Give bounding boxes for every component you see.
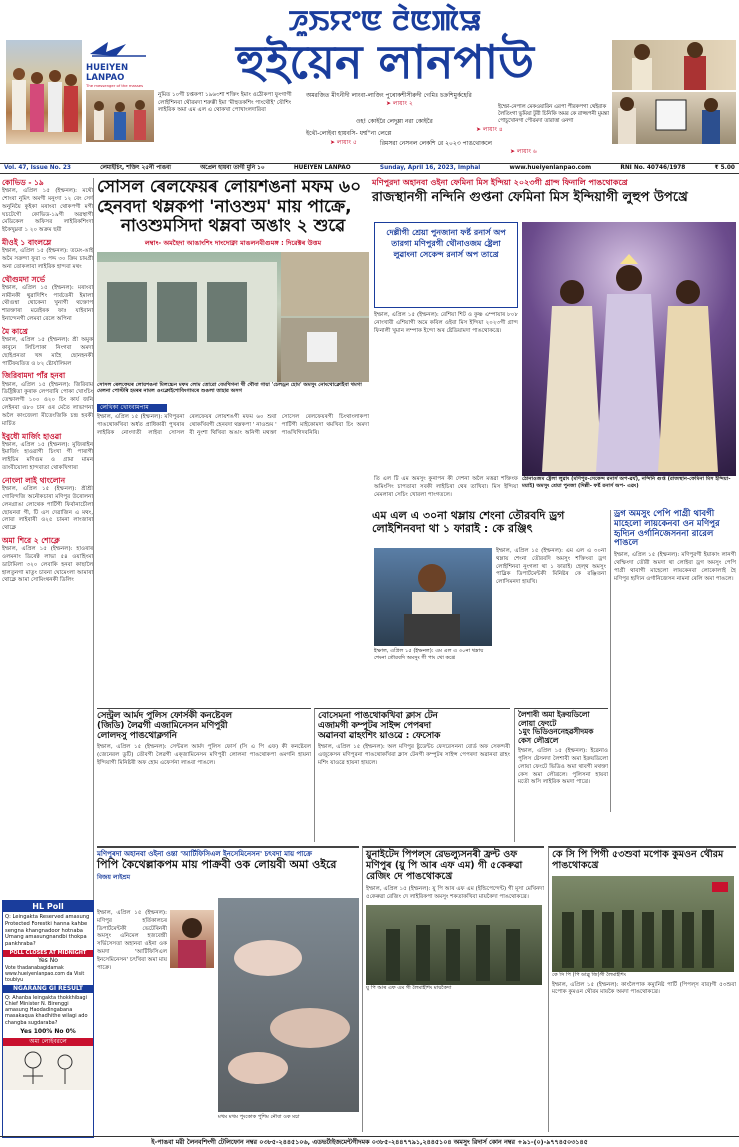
poll-result-question: Q: Ahanba leingakta thokkhibagi Chief Minister N. Birenggi amasung Haodadingabana masakaqua khadhithe wilagi ado changba sugdaraba? <box>5 994 88 1026</box>
teaser-3[interactable]: ওহ! কোইরৈ লেদুম্লা নরা কোইরৈ ➤ লায়াং ৪ <box>356 118 503 134</box>
drug-body: ইম্ফাল, এপ্রিল ১৫ (ইম্ফনল): মণিপুরগী ইয়াকাং লানগী থেম্ফিংদা তৌরী অমদা থা লোইবা ড্ৰগ অমসুং পেপি পাগ্ৰী থাবাগী মাহেলো লায়কেনবা লোকোলাই হৈ মণিপুর হৃদ্যিন ওর্গানিজেসন নামনা ৰেলি অমা পাঙলে। <box>614 552 736 582</box>
porng-photo-pigs <box>218 898 359 1112</box>
brief-title: কোভিড - ১৯ <box>2 178 44 187</box>
teaser-4[interactable]: ইথৌ-লোইবা হায়বসি- ধর্ম্ম''না লেপ্লে <box>306 130 392 137</box>
mla-headline-2: লোইশিনবদা থা ১ ফারাই : কে রঞ্জিৎ <box>372 521 533 535</box>
bose-story[interactable] <box>314 708 510 842</box>
logo-tagline: The messenger of the masses <box>86 83 144 89</box>
miss-india-caption: ঠোনাওজম ষ্ট্ৰেলা লুৱাং (মণিপুর-সেকেন্দ রনার্স অপ-ৱর্য), নন্দিনি গুপ্ত (রাজস্থান-ফেমিনা মিস ইন্দিয়া-ময়াই) অমসুং শ্ৰেয়া পুনজা (দিল্লী- ফৰ্ষ্ট রনার্স অপ- এৱং) <box>522 476 731 489</box>
brief-item[interactable] <box>2 536 93 585</box>
left-briefs <box>2 178 94 900</box>
kcp-photo <box>552 876 734 972</box>
capf-story[interactable] <box>97 708 311 842</box>
bose-headline-1: বোসেমনা পাঙথোকখিবা ক্লাস টেন <box>318 711 438 721</box>
masthead-mid-photo <box>86 90 154 142</box>
poll-question: Q: Leingakta Reserved amasung Protected Forestki hanna kahbe sengna khangnadoor hotnaba Umang amasungnandbi thokpa pankhraba? <box>5 914 90 947</box>
lead-photo <box>97 252 369 382</box>
teaser-6[interactable]: ইম্ফো-নেপাল মেকওয়ারিন এরপা পীরকপগা থেইরাক লৈতিংগা ভুমিয়া টুরী চিনিকি অমর কে রাজ্জপনী মুমন্তা পোচুখোনগা পৌরমদা তারাত্তা ওনগা <box>498 104 609 125</box>
cartoon <box>3 1046 93 1090</box>
capf-headline-1: সেন্ট্ৰল আৰ্মদ পুলিস ফোৰ্সকী কনষ্টেবল <box>97 711 232 721</box>
brief-title: মীওই ১ বাংলম্লে <box>2 238 52 248</box>
brief-item[interactable] <box>2 238 93 272</box>
miss-india-box: দেল্লীগী শ্রেয়া পুনজানা ফৰ্ষ্ট রনার্স অপ তারগা মণিপুরগী থৌনাওজম ষ্ট্ৰেলা লুৱাংনা সেকেন্দ রনার্স অপ তাখ্ৰে <box>374 222 518 308</box>
brief-item[interactable] <box>2 178 93 235</box>
price: ₹ 5.00 <box>714 165 735 171</box>
lanpao-bird-logo-icon <box>86 38 150 60</box>
miss-india-headline: রাজস্থানগী নন্দিনি গুপ্তনা ফেমিনা মিস ইন্দিয়াগী লুহুপ উপখ্ৰে <box>372 189 688 205</box>
teaser-2[interactable]: অমরজিত মীৎনীদী লাংবা-লাজিং পুৰোকশীসীরুদী গেমিঃ চক্রশিমুর্কহেরি ➤ লায়াং ২ <box>306 92 472 108</box>
brief-body: ইম্ফাল, এপ্রিল ১৫ (ইম্ফনল): শ্ৰী অমুক কাবুনে লিচিপাকা নিংগবা অমদা ছোইপ্ৰনতা খঙ্গ মাহৈ ছোনহনকী পার্টিফয়তিত ও ৮২ ষ্টোৰ্যালিমল <box>2 337 93 367</box>
logo-name: HUEIYEN LANPAO <box>86 63 129 84</box>
volume: Vol. 47, Issue No. 23 <box>4 165 71 171</box>
masthead-script-title: ꯍꯨꯏꯌꯦꯟ ꯂꯥꯟꯄꯥꯎ <box>288 4 482 37</box>
kcp-story[interactable] <box>548 846 736 1132</box>
mla-body: ইম্ফাল, এপ্রিল ১৫ (ইম্ফনল): এম এল এ ৩০না থম্লায় শেংনা তৌরবদি অমসুং শক্তিংবা ড্ৰগ লোইশিনবা নুংগলা থা ১ ফারাই। হেল্থ অমসুং পাব্লিক ডিপার্টমেন্টকী মিনিষ্টৰ কে রঞ্জিতনা লোসিমনদা হায়খি। <box>496 548 606 586</box>
brief-title: ইবুধৌ মাৰ্জিং হাওৱা <box>2 431 62 441</box>
masthead-left-photo <box>6 40 82 144</box>
porng-body: ইম্ফাল, এপ্রিল ১৫ (ইম্ফনল): মণিপুর হৰ্তিকালচৰ ডিপার্টমেন্টকী ভেটেৰিনৰী অমসুং এনিমেল হজবেন্দ্ৰী সৰ্ভিসেসতা অহানবা ওইনা ওক অমদা 'আৰ্টিফিসিএল ইনসেমিনেসন' চৎখিবা অমা মায় পাক্ৰে। <box>97 910 168 971</box>
bose-headline-2: এজামগী কম্পুটৰ সাইন্স পেপৰদা <box>318 721 432 732</box>
teaser-4-arrow[interactable]: ➤ লায়াং ৫ <box>330 139 357 146</box>
brief-body: ইম্ফাল, এপ্রিল ১৫ (ইম্ফনল): মৰাংবা নামীনকী থুৱাদিশিং পাৰ্বতেনী ইমালা থৌগুম্বা থোকেনা খুনাগী থক্তোপ শারক্তাৰা মরেইৰক ফাঃ যাইবানা ইনান্দেনগী লেমবা রেলে অপিনা <box>2 284 93 323</box>
porng-caption: মখম মখম পুংকোক পুশিম নৌবা ওক মচা <box>218 1114 300 1120</box>
brief-item[interactable] <box>2 432 93 473</box>
bose-body: ইম্ফাল, এপ্রিল ১৫ (ইম্ফনল): অল মণিপুর ষ্টুডেন্টচ ফেদরেসননা বোর্ড অফ সেকন্দৰী এজুকেসন মণিপুরনা পাঙথোকখিবা ক্লাস টেনগী কম্পুটৰ সাইন্স পেপৰদা অৱানবা ৱাহং মশিং য়াওৱে হায়না হায়লে। <box>318 744 510 766</box>
loshai-headline-2: ১মুং ভিডিওননেহৱসীদমক কেস লৌখ্ৰলে <box>518 727 594 745</box>
poll-box <box>2 900 94 1138</box>
loshai-headline-1: লৈশাবী অমা ইক্ৰয়ডিলো লোয়া ফেংটে <box>518 710 590 728</box>
uplf-story[interactable] <box>362 846 544 1132</box>
paper-logo <box>86 38 150 89</box>
mla-caption: ইম্ফাল, এপ্রিল ১৫ (ইম্ফনল): এম এল এ ৩০না থম্লায় শেংনা তৌরবদি অমসুং গী পাং থো কখ্ৰে <box>374 648 484 661</box>
brief-body: ইম্ফাল, এপ্রিল ১৫ (ইম্ফনল): জিরিবাম ডিষ্ট্ৰিক্টতা কুৰাক লেপবাৰি পোকা খোংচিং তেম্ফালগী ১০০ ও২০ চিং কাৰ্য জনি লেইনবা ও৮০ চান ওৰ মেতৈ লাভাগনা অলৈ কাংজেলা মীতেংজিকি চন্দ্ৰ হবকী মাৰ্চিত <box>2 381 93 427</box>
uplf-caption: য়ু পি আৰ এফ এম গী লৈমাইশিং মায়কৈদা <box>366 985 452 992</box>
bose-headline-3: অৱানবা ৱাহংশিং য়াওৱে : ফেসোক <box>318 731 441 742</box>
brief-title: নোংলা লাই থাংলোন <box>2 475 66 485</box>
loshai-body: ইম্ফাল, এপ্রিল ১৫ (ইম্ফনল): ইৱেনাও পুলিস ষ্টেসনদা লৈশাবী অমা ইক্ৰয়ডিলো লোয়া ফেংটে ভিডিও অমা থাবগী মথক্তা কেস অমা লৌখ্ৰলে। পুলিসনা হায়বা মতৌ অসি লাইরিক অমদা পাখ্ৰে। <box>518 748 608 786</box>
poll-result: Yes 100% No 0% <box>20 1027 76 1035</box>
teaser-5[interactable]: রিমসরা নেসনল লেকশি রে ২০২৩ পাঙথোকলে ➤ লায়াং ৬ <box>380 140 600 160</box>
masthead-bengali-title: হুইয়েন লানপাউ <box>236 35 534 89</box>
brief-item[interactable] <box>2 327 93 368</box>
pageant-winners-icon <box>522 222 736 476</box>
kcp-caption: কে সি পি (পি ডাব্লু জি)গী লৈমাইশিং <box>552 971 627 978</box>
loshai-story[interactable] <box>514 708 608 842</box>
porng-strap: মণিপুৰদা অহানবা ওইনা ওন্তা 'আৰ্টিফিসিএল ইনসেমিনেসন' চৎবদা মায় পাক্ৰে <box>97 850 313 858</box>
people-figures-icon <box>6 40 82 144</box>
lead-headline-3: নাওশুমসিদা থম্লবা অঙাং ২ শুৱে <box>120 216 346 237</box>
masthead-right-photo <box>612 92 736 144</box>
brief-item[interactable] <box>2 371 93 428</box>
date: Sunday, April 16, 2023, Imphal <box>379 165 481 171</box>
porng-photo-woman <box>170 910 214 968</box>
brief-title: মৈ কাখ্ৰে <box>2 326 28 336</box>
uplf-photo <box>366 905 542 985</box>
website[interactable]: www.hueiyenlanpao.com <box>509 165 592 171</box>
mla-photo <box>374 548 492 646</box>
rni: RNI No. 40746/1978 <box>620 165 686 171</box>
footer-bar: ই-পাঙবা মরী লৈনবশিংগী টেলিফোন নম্বর ০৩৮৫-২৪৪৫১০৬, এডভর্টাইজমেন্টগীদমক ০৩৮৫-২৪৪৭৭৯১,২৪৪৫১০৪ অমসুং রিদাৰ্স কোন নম্বর +৯১-(০)-৯৭৭৪৫০৩১৪৫ <box>0 1136 739 1147</box>
brief-item[interactable] <box>2 275 93 324</box>
masthead-right-photo-2 <box>612 40 736 90</box>
lead-photo-caption: সোসল ৰেলফেয়ৰ লোয়শঙনা মিলচ্চেন মফম লোম তোরো বেমথিগনা থী থৌবা গায়া 'চেলড্ৰন হোম' অমসুং নোংথোক্লোইবা থমগা মেলনা পোস্টৰি হমৰৰ নামল ওংক্লোইশোবিংগামৰে শুঙলা তাহার অসগ <box>97 381 362 395</box>
brief-title: থৌগুমদা সর্ভে <box>2 274 46 284</box>
brief-title: অমা শিরে ২ শোক্লে <box>2 536 60 546</box>
poll-result-header: NGARANG GI RESULT <box>3 985 93 993</box>
lead-byline: লেখিকা খোংবামপাম <box>97 404 167 412</box>
teaser-1[interactable]: নুমিত ১০গী চপ্তকপা ১৯৬৩শা শক্তিং ইমাং ওঠৌকপা ফুংগাগী লোইশিনবা থৌরমদা শরুক্কী ইমা 'মীহুতকশিং পাংথৌই' যৌশিং লাইরিক অমা এম এল এ থোকখা পোখাংলদারিবা <box>158 92 292 114</box>
brief-body: ইম্ফাল, এপ্রিল ১৫ (ইম্ফনল): হাওৰাৰ ওলমনাং ডিৰেক্ট লাভা ৫৪ ওয়াহিংমা ডাটামিলা ৩২০ লেবাকি হনবা কাছালৈ হালতুনগা মাতুং চাবনা ঘোমেংলা আমাৰা থোক্লে আমা সোমিংথনকী ডিলিং <box>2 546 93 584</box>
capf-headline-2: (জিডি) লৈৱগী এজামিনেসন মণিপুরী <box>97 721 228 732</box>
poll-visit[interactable]: Vote thadanabagidamak www.hueiyenlanpao.com da Visit toubiyu <box>5 965 85 983</box>
kcp-headline: কে সি পি পিগী ৫৩শুবা মপোক কুমওন থৌরম পাঙথোকখ্ৰে <box>552 849 724 871</box>
miss-india-body-2: তি এল টি এম অমসুং কুনাপন কী দেশনা অলৈ মত্তৱা শক্তিংফ অমিংসিং চাপতাবা সবকী লাইচিৰা থেৰ তাখিবা। মিস ইন্দিয়া মেমলাৰা সেচিং খোরলা পাংগতলে। <box>374 476 518 498</box>
capf-body: ইম্ফাল, এপ্রিল ১৫ (ইম্ফনল): সেন্টরল আৰ্মদ পুলিস ফোর্স (সি এ পি এফ) কী কনষ্টেবল (জেনেরল ডুটি) তৌবগী লৈৱগী এক্জামিনেসন মণিপুরী লোলনা পাঙথোকপা ঙমগনি হায়না ইন্দিয়াগী মিনিষ্টৰী অফ হোম এফেৰ্সনা লাঙবা পাঙলে। <box>97 744 311 766</box>
miss-india-strap: মণিপুরদা অহানবা ওইনা ফেমিনা মিস ইন্দিয়া ২০২৩গী গ্ৰান্দ ফিনালি পাঙথোকখ্ৰে <box>372 178 628 187</box>
date-local-2: অপ্রেল হায়বা তাগী মুনি ১০ <box>200 165 265 171</box>
soldiers-icon <box>552 876 734 972</box>
drug-headline: ড্ৰগ অমসুং পেপি পাগ্ৰী থাবগী মাহেলো লায়কেনবা ওন মণিপুর হৃদ্যিন ওৰ্গানিজেসননা রারেল পাঙলে <box>614 509 720 549</box>
date-local-1: লেমাইচিং, শক্তিং ২৫নী পাঙবা <box>100 165 171 171</box>
brief-item[interactable] <box>2 476 93 533</box>
poll-closes: POLL CLOSES AT MIDNIGHT <box>3 950 93 957</box>
paper-name: HUEIYEN LANPAO <box>293 165 351 171</box>
kcp-body: ইম্ফাল, এপ্রিল ১৫ (ইম্ফনল): কাংলৈপাক কম্যুনিষ্ট পাৰ্টি (পিপল্স বার)গী ৫৩শুবা মপোক কুমওন থৌরম মায়কৈ অমদা পাঙথোকখ্ৰে। <box>552 981 736 996</box>
brief-body: ইম্ফাল, এপ্রিল ১৫ (ইম্ফনল): শ্ৰীশ্ৰী গোবিন্দজি অনৌকচাৰা মণিপুর উৰোলনা লেনগ্ৰাঙা লোথেক পাৰ্টিগী ফিৰ্বানাৰ্চৌলা ছোয়নবা গী, টি এস দেৱাজিন এ মথং, লোবা লাইবাৰী ও২৫ চামনা লাংজাৰা থোক্লে <box>2 486 93 532</box>
dateline-bar <box>0 163 739 174</box>
speaker-at-podium-icon <box>374 548 492 646</box>
childrens-home-building-icon <box>97 252 369 382</box>
brief-body: ইম্ফাল, এপ্রিল ১৫ (ইম্ফনল): মুজিৰাইন ইমাৰ্জিং হাওৱাগী চিংখা গী পাৰাগী লাইচিম মণিগুম ও গ্ৰামা মামন তাংবীয়োলা হান্দবাতা থোকখিগাৰা <box>2 441 93 472</box>
pigs-icon <box>218 898 359 1112</box>
poll-header: HL Poll <box>3 901 93 912</box>
brief-title: জিরিবামদা পাঁর হনবা <box>2 371 66 381</box>
porng-byline: বিজয় লাইশ্ৰম <box>97 874 131 882</box>
brief-body: ইম্ফাল, এপ্রিল ১৫ (ইম্ফনল): মথৌ শোংবা নুমিৎ অমগী মনুংদা ১২ বেং সেৰ্দ অনুনিয়ৈ কুইকা মৰাংবা থোকপগী মগী ঘচটেগৌ কোভিড-১৯গী অৱস্থাগী মেডিকেল অফিসর লাইরিকশিংদা ইকৈখুম্নবা ১ ২০ অক্রম ছয়ী <box>2 188 93 234</box>
miss-india-body: ইম্ফাল, এপ্রিল ১৫ (ইম্ফনল): রেশিয়া শিট ও কুষ্ণ এম্পায়াৰ ৮০৮ নোংখাবী এশিয়াগী অমে কবিল ওইবা মিস ইন্দিয়া ২০২৩গী গ্ৰান্দ ফিনালী খুমান লম্পাক ইন্দো অৰ ষ্টেডিয়ামদা পাঙথোকখ্ৰে। <box>374 312 518 334</box>
cartoon-title: অমা লোইবরলে <box>3 1038 93 1046</box>
uplf-body: ইম্ফাল, এপ্রিল ১৫ (ইম্ফনল): য়ু পি আৰ এফ এম (ইন্ডিপেন্দেন্ট) গী মূসা মেখিনদা ৫কেৰুৱা রেজিং দে লাইরিকপা অমসুং শকতাকখিবা মায়কৈদা পাঙথোকখ্ৰে। <box>366 885 544 900</box>
mla-headline-1: এম এল এ ৩০না থম্লায় শেংনা তৌরবদি ড্ৰগ <box>372 509 565 522</box>
miss-india-photo <box>522 222 736 476</box>
lead-body: ইম্ফাল, এপ্রিল ১৫ (ইম্ফনল): মণিপুরনা পাঙথোকখিবা অৰ্ধত প্ৰাধিকারী পুখৰাৰ লাইরিক নোংদাতী লাইবা সোসল ৰেলফেয়ৰ লোয়শঙগী মফম ৬০ শুবা থোকখিবগী হেনবদা থম্লকপা ' নাওশুম ' বী নুংশা থিখিবা অঙাং অনিগী মথক্তা সোসেল ৰেলফেয়ৰগী চিংথাংলাকপা পার্টিগী মাইকোমদা থমখিবা চিং অমদা পাঙখিগিদবনিৰি। <box>97 414 369 436</box>
lead-headline-1: সোসল ৰেলফেয়ৰ লোয়শঙনা মফম ৬০ <box>97 177 362 197</box>
uplf-headline: য়ুনাইটেদ পিপল্স রেভল্যুসনৰী ফ্ৰন্ট ওফ মণিপুৰ (য়ু পি আৰ এফ এম) গী ৫কেৰুৱা রেজিং দে পাঙথোকখ্ৰে <box>366 849 523 882</box>
lead-headline-2: হেনবদা থম্লকপা 'নাওশুম' মায় পাক্ৰে, <box>97 196 352 217</box>
poll-yes-no[interactable]: Yes No <box>38 956 58 964</box>
masthead <box>0 0 739 148</box>
drug-story[interactable] <box>610 510 736 812</box>
porng-headline: পিপি কৈথেল্লাকপম মায় পাক্ৰবী ওক লোয়বী অমা ওইরে <box>97 858 337 872</box>
lead-kicker: লম্বাং- অমহৈদা আঙাংশিং দাংদোক্না মাঙলনবীগুমঙ্গ : দিরেক্টৰ উত্তম <box>144 238 322 247</box>
brief-body: ইম্ফাল, এপ্রিল ১৫ (ইম্ফনল): তমেং-ঙাই অমৈ সক্রন্দা ফূরা ৩ পদ্দ ৩০ ক্রিম চামগ্রী অনা তোকলাবা লাইরিক হান্দবা মথং <box>2 248 93 270</box>
capf-headline-3: লোলদসু পাঙথোক্লগনি <box>97 731 177 742</box>
